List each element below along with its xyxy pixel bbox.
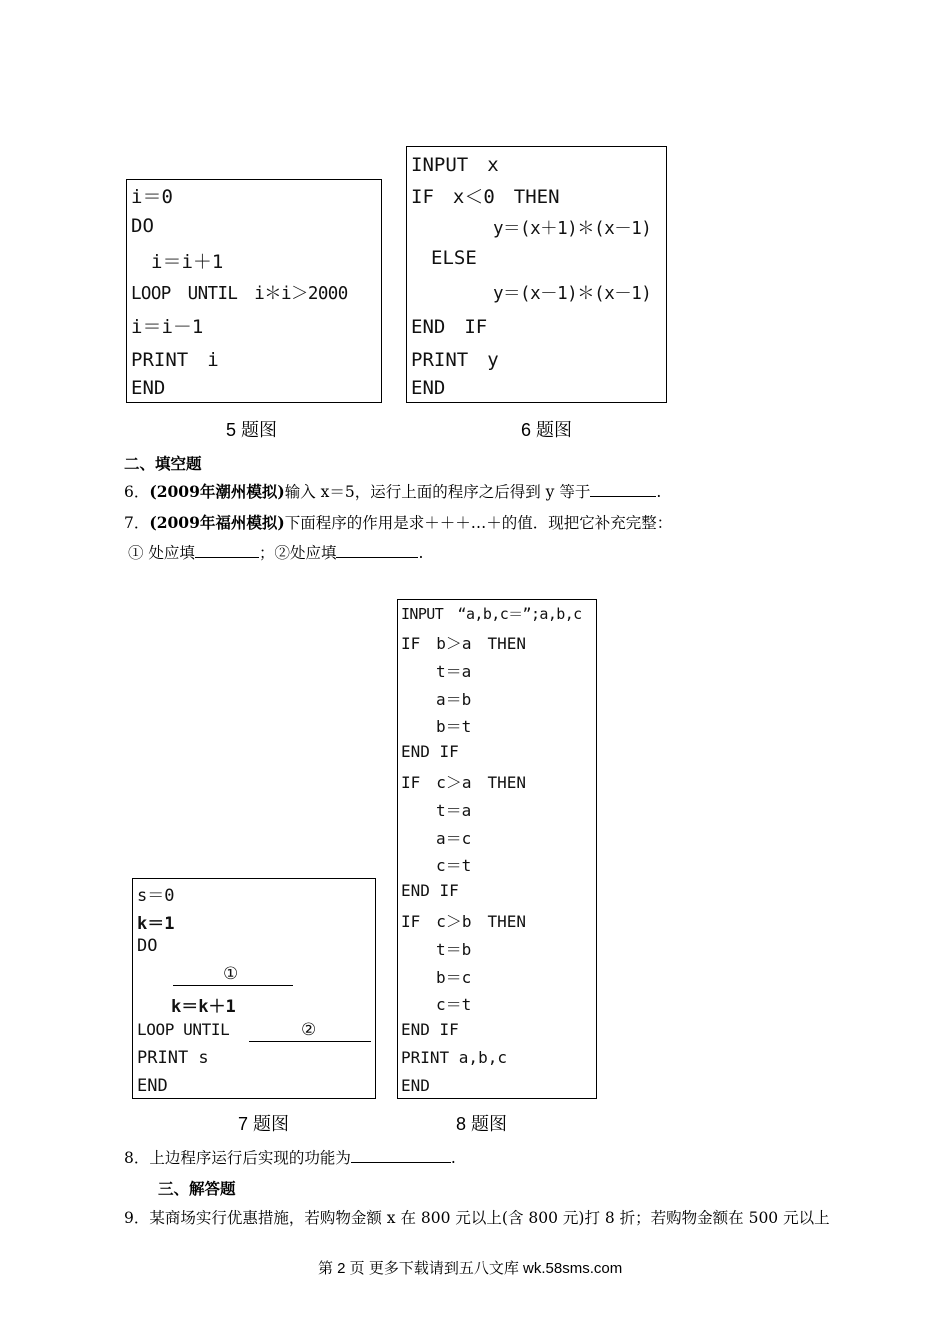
question-6 (124, 480, 661, 502)
fill-label-2: ②处应填 (274, 544, 337, 562)
question-7 (124, 511, 672, 533)
code-line: s＝0 (137, 886, 175, 906)
code-line: END (401, 1076, 430, 1095)
question-text: 下面程序的作用是求＋＋＋…＋的值．现把它补充完整： (284, 514, 673, 532)
code-line: IF c＞a THEN (401, 773, 527, 792)
code-line: t＝b (436, 940, 472, 959)
figure-5-caption: 5 题图 (226, 420, 278, 440)
question-7-fill (128, 541, 423, 563)
answer-blank-2[interactable] (336, 543, 418, 558)
blank-2-marker: ② (301, 1020, 317, 1040)
fill-end: . (418, 544, 424, 562)
code-line: i＝i＋1 (151, 251, 224, 273)
code-line: ELSE (431, 247, 477, 269)
code-line: DO (137, 936, 158, 956)
code-line: i＝i－1 (131, 316, 204, 338)
code-line: INPUT x (411, 154, 499, 176)
code-line: END IF (411, 316, 488, 338)
answer-blank[interactable] (351, 1148, 451, 1163)
code-line: PRINT s (137, 1048, 209, 1068)
code-line: INPUT “a,b,c＝”;a,b,c (401, 605, 582, 623)
code-line: IF b＞a THEN (401, 634, 527, 653)
blank-2-line (249, 1041, 371, 1042)
fill-label-1: ① 处应填 (128, 544, 195, 562)
section-3-title: 三、解答题 (158, 1179, 236, 1198)
code-line: LOOP UNTIL (137, 1020, 230, 1039)
code-line: END IF (401, 881, 459, 900)
question-9 (124, 1206, 830, 1228)
blank-1-marker: ① (223, 964, 239, 984)
question-source: (2009年潮州模拟) (149, 482, 285, 501)
code-line: END (131, 377, 166, 399)
code-line: k＝1 (137, 914, 175, 934)
code-line: y＝(x＋1)＊(x－1) (493, 219, 652, 239)
code-line: IF c＞b THEN (401, 912, 527, 931)
blank-1-line (173, 985, 293, 986)
question-source: (2009年福州模拟) (149, 513, 285, 532)
program-7-box (132, 878, 376, 1099)
question-text: 上边程序运行后实现的功能为 (149, 1149, 351, 1167)
code-line: LOOP UNTIL i＊i＞2000 (131, 284, 348, 304)
question-text: 某商场实行优惠措施，若购物金额 x 在 800 元以上(含 800 元)打 8 折；若购物金额在 500 元以上 (149, 1209, 830, 1227)
code-line: c＝t (436, 856, 472, 875)
code-line: PRINT a,b,c (401, 1048, 507, 1067)
answer-blank-1[interactable] (195, 543, 259, 558)
program-6-box (406, 146, 667, 403)
code-line: a＝c (436, 829, 472, 848)
program-5-box (126, 179, 382, 403)
question-text: 输入 x＝5，运行上面的程序之后得到 y 等于 (284, 483, 591, 501)
code-line: b＝c (436, 968, 472, 987)
code-line: DO (131, 215, 154, 237)
code-line: a＝b (436, 690, 472, 709)
code-line: END IF (401, 1020, 459, 1039)
code-line: PRINT y (411, 349, 499, 371)
page-footer: 第 2 页 更多下载请到五八文库 wk.58sms.com (318, 1260, 623, 1277)
question-number: 8． (124, 1149, 150, 1167)
code-line: END (411, 377, 446, 399)
question-number: 6． (124, 483, 150, 501)
question-end: . (656, 483, 662, 501)
code-line: PRINT i (131, 349, 219, 371)
code-line: y＝(x－1)＊(x－1) (493, 284, 652, 304)
code-line: IF x＜0 THEN (411, 186, 560, 208)
code-line: t＝a (436, 801, 472, 820)
program-8-box (397, 599, 597, 1099)
code-line: END (137, 1076, 168, 1096)
figure-6-caption: 6 题图 (521, 420, 573, 440)
figure-8-caption: 8 题图 (456, 1114, 508, 1134)
answer-blank[interactable] (590, 482, 656, 497)
code-line: c＝t (436, 995, 472, 1014)
section-2-title: 二、填空题 (124, 454, 202, 473)
question-end: . (450, 1149, 456, 1167)
question-number: 7． (124, 514, 150, 532)
code-line: k＝k＋1 (171, 997, 236, 1017)
code-line: t＝a (436, 662, 472, 681)
code-line: b＝t (436, 717, 472, 736)
fill-separator: ； (258, 544, 275, 562)
question-8 (124, 1146, 456, 1168)
question-number: 9． (124, 1209, 150, 1227)
code-line: i＝0 (131, 186, 173, 208)
code-line: END IF (401, 742, 459, 761)
figure-7-caption: 7 题图 (238, 1114, 290, 1134)
